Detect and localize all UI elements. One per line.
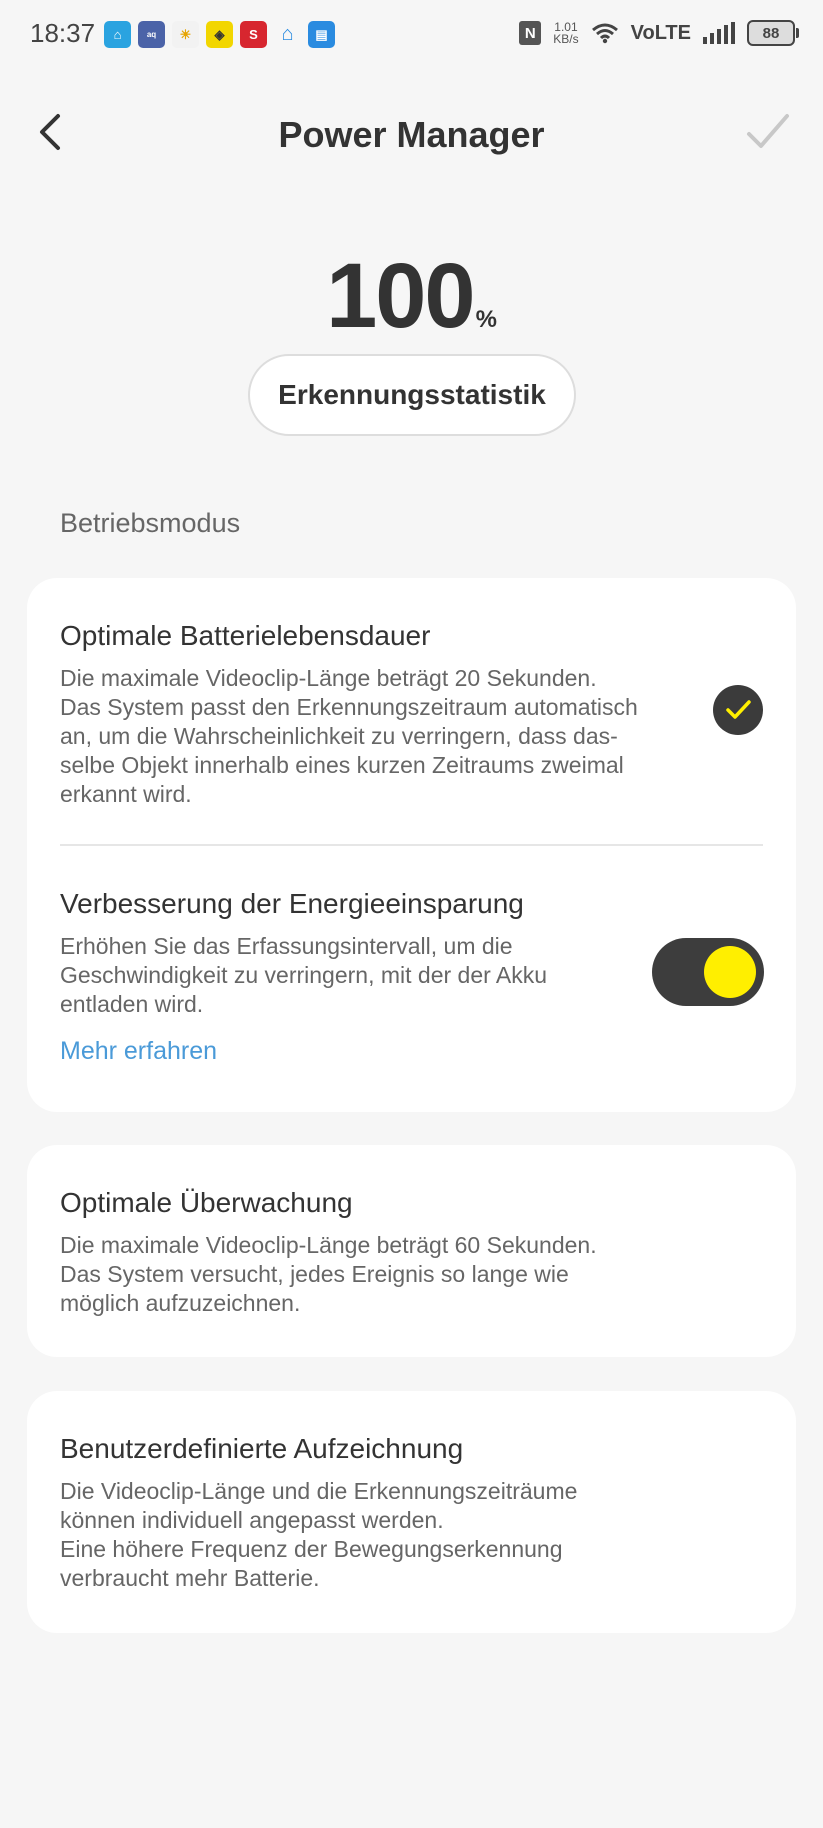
network-speed-value: 1.01: [554, 20, 578, 34]
battery-percent-value: 100: [326, 245, 474, 347]
description-line: Das System versucht, jedes Ereignis so lange wie: [60, 1261, 569, 1287]
network-speed: [553, 21, 578, 45]
mode-card-battery: [27, 578, 796, 1112]
weather-icon: ☀: [172, 21, 199, 48]
battery-percent-unit: %: [475, 306, 497, 333]
detection-statistics-button[interactable]: Erkennungsstatistik: [248, 354, 576, 436]
notification-icons: [104, 21, 335, 48]
clipboard-icon: ▤: [308, 21, 335, 48]
description-line: erkannt wird.: [60, 781, 192, 807]
signal-icon: [703, 22, 735, 44]
description-line: Eine höhere Frequenz der Bewegungserkennung: [60, 1536, 563, 1562]
mode-title: Optimale Batterielebensdauer: [60, 620, 431, 651]
mode-description: [60, 664, 638, 809]
description-line: Die maximale Videoclip-Länge beträgt 20 Sekunden.: [60, 665, 597, 691]
energy-saving-option: [27, 846, 796, 1112]
status-time: 18:37: [30, 18, 96, 48]
description-line: möglich aufzuzeichnen.: [60, 1290, 301, 1316]
description-line: entladen wird.: [60, 991, 204, 1017]
network-speed-unit: KB/s: [553, 32, 579, 46]
mode-option-optimal-battery[interactable]: [27, 578, 796, 846]
description-line: Die Videoclip-Länge und die Erkennungszeiträume: [60, 1478, 578, 1504]
mode-option-optimal-monitoring[interactable]: [27, 1145, 796, 1357]
energy-saving-toggle[interactable]: [652, 938, 764, 1006]
description-line: Erhöhen Sie das Erfassungsintervall, um die: [60, 933, 513, 959]
battery-percentage: [0, 244, 823, 349]
description-line: selbe Objekt innerhalb eines kurzen Zeitraums zweimal: [60, 752, 624, 778]
description-line: verbraucht mehr Batterie.: [60, 1565, 320, 1591]
top-bar: [0, 96, 823, 176]
mode-title: Optimale Überwachung: [60, 1187, 353, 1218]
learn-more-link[interactable]: Mehr erfahren: [60, 1037, 218, 1065]
selected-check-icon[interactable]: [713, 685, 763, 735]
home-icon: ⌂: [281, 23, 294, 45]
aqara-home-icon: ⌂: [104, 21, 131, 48]
wifi-icon: [591, 22, 619, 44]
mode-description: [60, 1231, 597, 1318]
mode-option-custom-recording[interactable]: [27, 1391, 796, 1633]
energy-saving-title: Verbesserung der Energieeinsparung: [60, 888, 524, 919]
operating-mode-label: Betriebsmodus: [60, 508, 241, 538]
battery-icon: 88: [747, 20, 795, 46]
energy-saving-description: [60, 932, 547, 1019]
toggle-knob: [704, 946, 756, 998]
status-bar: [0, 0, 823, 72]
s-app-icon: S: [240, 21, 267, 48]
description-line: können individuell angepasst werden.: [60, 1507, 444, 1533]
page-title: Power Manager: [278, 114, 545, 155]
confirm-check-icon[interactable]: [743, 110, 793, 154]
mode-description: [60, 1477, 577, 1593]
volte-label: VoLTE: [630, 21, 691, 44]
description-line: Das System passt den Erkennungszeitraum automatisch: [60, 694, 638, 720]
description-line: an, um die Wahrscheinlichkeit zu verringern, dass das-: [60, 723, 618, 749]
mode-title: Benutzerdefinierte Aufzeichnung: [60, 1433, 464, 1464]
shield-icon: ◈: [206, 21, 233, 48]
nfc-icon: N: [519, 21, 541, 45]
aqara-icon: aq: [138, 21, 165, 48]
description-line: Geschwindigkeit zu verringern, mit der der Akku: [60, 962, 548, 988]
description-line: Die maximale Videoclip-Länge beträgt 60 Sekunden.: [60, 1232, 597, 1258]
